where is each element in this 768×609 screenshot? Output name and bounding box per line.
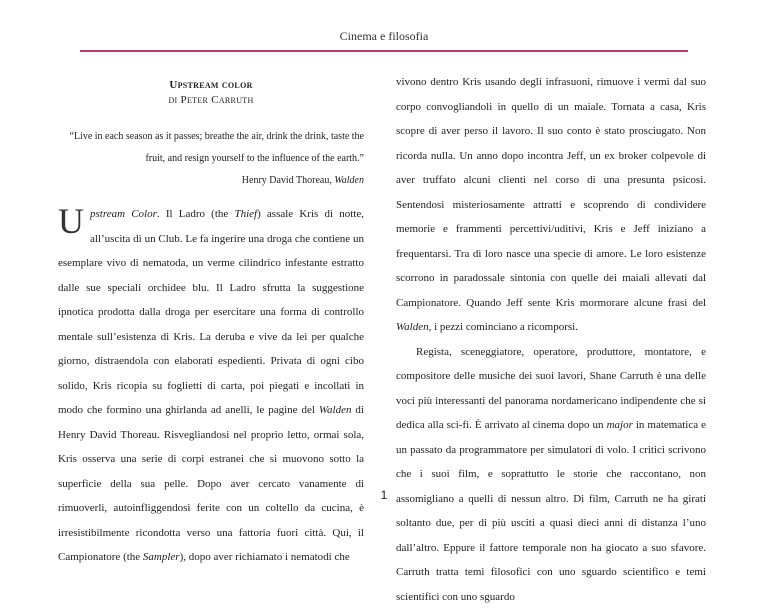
text-run: anelli, le pagine del bbox=[225, 404, 319, 416]
text-run: in matematica e un bbox=[396, 419, 706, 456]
text-run: loro nasce una specie di amore. Le loro esistenze scorrono in bbox=[396, 248, 706, 285]
text-run: vivono dentro Kris usando degli infrasuoni, rimuove i vermi dal suo bbox=[396, 76, 706, 88]
text-run: vanamente di rimuoverli, autoinfliggendosi ferite con un coltello da bbox=[58, 478, 364, 515]
text-run: truffato alcuni clienti nel corso di una presunta psicosi. Sentendosi bbox=[396, 174, 706, 211]
epigraph-author bbox=[58, 170, 364, 192]
text-run: vivo di nematoda, un verme cilindrico infestante estratto dalle sue bbox=[58, 257, 364, 294]
text-run: di carta, poi piegati e incollati in modo che formino una ghirlanda ad bbox=[58, 380, 364, 417]
text-run: compositore delle musiche dei suoi lavori, Shane Carruth è una delle bbox=[396, 370, 706, 382]
synopsis-continued bbox=[396, 70, 706, 340]
text-run: muovono sotto la superficie della sua pelle. Dopo aver cercato bbox=[58, 453, 364, 490]
epigraph-line-1: “Live in each season as it passes; breathe the air, drink the drink, taste the bbox=[58, 126, 364, 148]
text-run: frammenti percettivi/uditivi, Kris e Jeff iniziano a frequentarsi. Tra di bbox=[396, 223, 706, 260]
text-run: paradossale sintonia con quelle dei maiali allevati dal Campionatore. bbox=[396, 272, 706, 309]
italic-title: Thief bbox=[234, 208, 257, 220]
text-run: di Henry David Thoreau. Risvegliandosi nel bbox=[58, 404, 364, 441]
text-run: di Kris. La deruba e vive da lei per qualche giorno, distraendola con bbox=[58, 331, 364, 368]
text-run: ), dopo aver richiamato i nematodi che bbox=[180, 551, 350, 563]
text-run: ) assale Kris di notte, all’uscita di bbox=[90, 208, 364, 245]
italic-title: Walden bbox=[396, 321, 429, 333]
text-run: con uno sguardo scientifico e temi scientifici con uno sguardo bbox=[396, 566, 706, 603]
synopsis-paragraph bbox=[58, 202, 364, 570]
text-run: , i pezzi bbox=[429, 321, 464, 333]
text-run: cucina, è irresistibilmente ricondotta verso una fattoria fuori città. Qui, il bbox=[58, 502, 364, 539]
article-title: Upstream color bbox=[58, 78, 364, 93]
text-run: Campionatore (the bbox=[58, 551, 143, 563]
right-column bbox=[396, 70, 706, 609]
text-run: più usciti a quasi dieci anni di distanza l’uno dall’altro. Eppure il fattore bbox=[396, 517, 706, 554]
italic-title: Sampler bbox=[143, 551, 180, 563]
director-paragraph bbox=[396, 340, 706, 609]
text-run: di aver perso il lavoro. Il suo conto è stato prosciugato. Non ricorda bbox=[396, 125, 706, 162]
text-run: elaborati espedienti. Privata di ogni cibo solido, Kris ricopia su foglietti bbox=[58, 355, 364, 392]
text-run: suoi film, e soprattutto le storie che raccontano, non assomigliano a bbox=[396, 468, 706, 505]
italic-term: major bbox=[607, 419, 633, 431]
text-run: speciali orchidee blu. Il Ladro sfrutta la suggestione ipnotica prodotta bbox=[58, 282, 364, 319]
article-title-block bbox=[58, 70, 364, 126]
epigraph-author-name: Henry David Thoreau, bbox=[242, 175, 332, 186]
text-run: corpo convogliandoli in quello di un maiale. Tornata a casa, Kris scopre bbox=[396, 101, 706, 138]
text-run: cominciano a ricomporsi. bbox=[466, 321, 578, 333]
article-subtitle: di Peter Carruth bbox=[58, 93, 364, 108]
italic-title: pstream Color bbox=[90, 208, 157, 220]
page-number: 1 bbox=[0, 488, 768, 502]
text-run: Quando Jeff sente Kris mormorare alcune frasi del bbox=[466, 297, 706, 309]
text-run: dedica alla sci-fi. È arrivato al cinema dopo un bbox=[396, 419, 607, 431]
text-run: Regista, sceneggiatore, operatore, produttore, montatore, e bbox=[416, 346, 706, 358]
epigraph-line-2: fruit, and resign yourself to the influence of the earth.” bbox=[58, 148, 364, 170]
text-run: quelli di nessun altro. Di film, Carruth ne ha girati soltanto due, per di bbox=[396, 493, 706, 530]
text-run: proprio letto, ormai sola, Kris osserva una serie di corpi estranei che si bbox=[58, 429, 364, 466]
text-run: . Il Ladro (the bbox=[157, 208, 235, 220]
text-run: temporale non ha giocato a suo sfavore. Carruth tratta temi filosofici bbox=[396, 542, 706, 579]
running-head: Cinema e filosofia bbox=[0, 29, 768, 44]
text-run: voci più interessanti del panorama nordamericano indipendente che si bbox=[396, 395, 706, 407]
text-run: un Club. Le fa ingerire una droga che contiene un esemplare bbox=[58, 233, 364, 270]
text-run: nulla. Un anno dopo incontra Jeff, un ex broker colpevole di aver bbox=[396, 150, 706, 187]
drop-cap: U bbox=[58, 206, 84, 236]
text-run: passato da programmatore per simulatori di volo. I critici scrivono che i bbox=[396, 444, 706, 481]
epigraph-quote bbox=[58, 126, 364, 170]
text-run: misteriosamente attratti e scoprendo di condividere memorie e bbox=[396, 199, 706, 236]
italic-title: Walden bbox=[319, 404, 352, 416]
header-rule bbox=[80, 50, 688, 52]
text-run: dalla droga per esercitare una forma di controllo mentale sull’esistenza bbox=[58, 306, 364, 343]
epigraph-work: Walden bbox=[334, 175, 364, 186]
